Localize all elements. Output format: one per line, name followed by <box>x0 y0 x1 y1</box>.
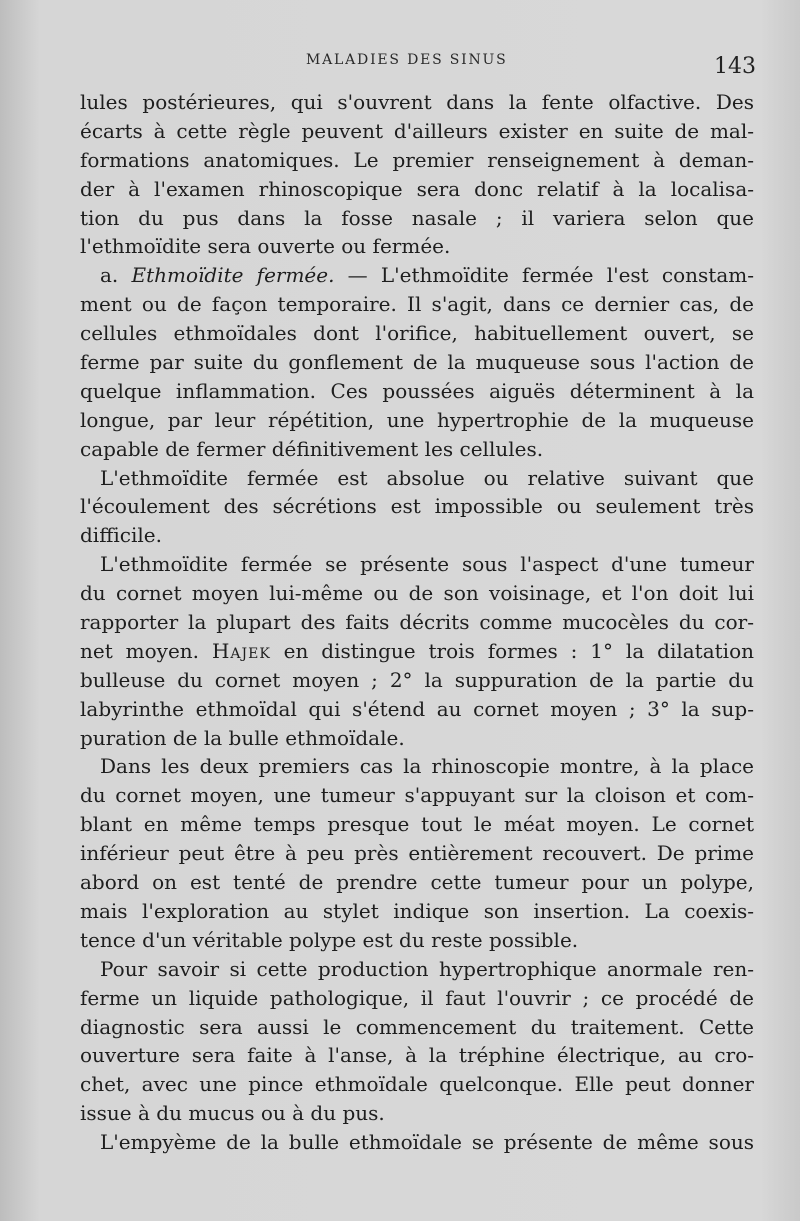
text-line: formations anatomiques. Le premier renseignement à deman- <box>80 147 754 172</box>
text-line: ouverture sera faite à l'anse, à la tréphine électrique, au cro- <box>80 1043 754 1068</box>
page-number: 143 <box>714 54 756 79</box>
text-line: abord on est tenté de prendre cette tumeur pour un polype, <box>80 870 754 895</box>
text-line: labyrinthe ethmoïdal qui s'étend au cornet moyen ; 3° la sup- <box>80 696 754 721</box>
text-line: chet, avec une pince ethmoïdale quelconque. Elle peut donner <box>80 1072 754 1097</box>
text-line: quelque inflammation. Ces poussées aiguës déterminent à la <box>80 378 754 403</box>
text-line: inférieur peut être à peu près entièrement recouvert. De prime <box>80 841 754 866</box>
text-line: issue à du mucus ou à du pus. <box>80 1101 385 1126</box>
text-line: lules postérieures, qui s'ouvrent dans la fente olfactive. Des <box>80 90 754 114</box>
text-line-hajek <box>80 637 754 666</box>
text-line: L'empyème de la bulle ethmoïdale se présente de même sous <box>100 1130 754 1155</box>
text-line: cellules ethmoïdales dont l'orifice, habituellement ouvert, se <box>80 321 754 346</box>
text-line: Pour savoir si cette production hypertrophique anormale ren- <box>100 956 754 981</box>
text-line: diagnostic sera aussi le commencement du traitement. Cette <box>80 1014 754 1039</box>
author-name: Hajek <box>211 638 271 663</box>
text-line: L'ethmoïdite fermée est absolue ou relative suivant que <box>100 465 754 490</box>
text-line: ferme par suite du gonflement de la muqueuse sous l'action de <box>80 350 754 375</box>
text-line: tence d'un véritable polype est du reste possible. <box>80 927 579 952</box>
text-line: Dans les deux premiers cas la rhinoscopie montre, à la place <box>100 754 754 779</box>
text-line: du cornet moyen, une tumeur s'appuyant sur la cloison et com- <box>80 783 754 808</box>
body-text <box>80 88 754 1157</box>
running-head: MALADIES DES SINUS <box>306 52 508 68</box>
line-end: en distingue trois formes : 1° la dilatation <box>270 638 754 663</box>
text-line: l'écoulement des sécrétions est impossible ou seulement très <box>80 494 754 519</box>
text-line: rapporter la plupart des faits décrits comme mucocèles du cor- <box>80 610 754 635</box>
text-line: blant en même temps presque tout le méat moyen. Le cornet <box>80 812 754 837</box>
text-line: L'ethmoïdite fermée se présente sous l'aspect d'une tumeur <box>100 552 754 577</box>
text-line-section-a <box>80 261 754 290</box>
section-text: — L'ethmoïdite fermée l'est constam- <box>334 263 754 288</box>
text-line: mais l'exploration au stylet indique son insertion. La coexis- <box>80 898 754 923</box>
text-line: capable de fermer définitivement les cellules. <box>80 436 544 461</box>
text-line: du cornet moyen lui-même ou de son voisinage, et l'on doit lui <box>80 581 754 606</box>
text-line: ferme un liquide pathologique, il faut l'ouvrir ; ce procédé de <box>80 985 754 1010</box>
text-line: ment ou de façon temporaire. Il s'agit, dans ce dernier cas, de <box>80 292 754 317</box>
text-line: difficile. <box>80 523 162 548</box>
page-header <box>0 50 800 80</box>
line-start: net moyen. <box>80 638 212 663</box>
text-line: écarts à cette règle peuvent d'ailleurs exister en suite de mal- <box>80 118 754 143</box>
text-line: der à l'examen rhinoscopique sera donc relatif à la localisa- <box>80 176 754 201</box>
section-title: Ethmoïdite fermée. <box>131 263 335 288</box>
text-line: longue, par leur répétition, une hypertrophie de la muqueuse <box>80 407 754 432</box>
section-label: a. <box>100 263 132 288</box>
text-line: puration de la bulle ethmoïdale. <box>80 725 405 750</box>
text-line: bulleuse du cornet moyen ; 2° la suppuration de la partie du <box>80 667 754 692</box>
text-line: tion du pus dans la fosse nasale ; il variera selon que <box>80 205 754 230</box>
text-line: l'ethmoïdite sera ouverte ou fermée. <box>80 234 451 259</box>
